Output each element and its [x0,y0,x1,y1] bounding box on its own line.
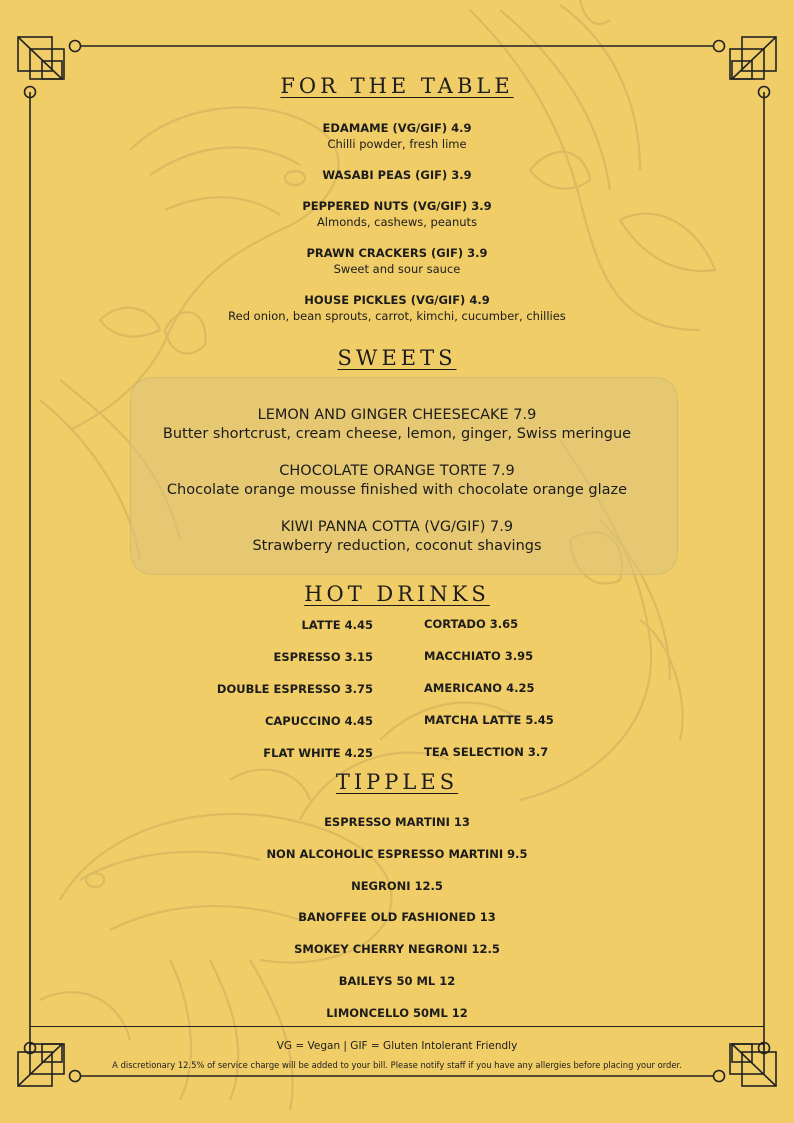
tipple-item: SMOKEY CHERRY NEGRONI 12.5 [294,942,500,957]
item-desc: Chilli powder, fresh lime [327,137,467,151]
menu-item [0,199,794,230]
item-desc: Butter shortcrust, cream cheese, lemon, ginger, Swiss meringue [162,426,632,442]
drink-item: LATTE 4.45 [301,618,373,632]
menu-item [0,406,794,444]
item-desc: Almonds, cashews, peanuts [316,215,478,229]
menu-item [0,121,794,152]
sweets-list [0,406,794,574]
tipple-item: BAILEYS 50 ML 12 [338,973,456,988]
item-name: HOUSE PICKLES (VG/GIF) 4.9 [304,293,490,307]
drink-item: FLAT WHITE 4.25 [263,746,373,760]
tipple-item: NEGRONI 12.5 [351,878,443,893]
drink-item: MACCHIATO 3.95 [424,649,534,663]
tipples-list [0,815,794,1038]
sweets-title: SWEETS [337,346,457,370]
item-name: EDAMAME (VG/GIF) 4.9 [322,121,472,135]
item-desc: Chocolate orange mousse finished with chocolate orange glaze [166,482,628,498]
item-name: CHOCOLATE ORANGE TORTE 7.9 [279,463,515,479]
drink-item: AMERICANO 4.25 [424,681,535,695]
hot-drinks-title: HOT DRINKS [304,582,490,606]
item-desc: Strawberry reduction, coconut shavings [252,538,542,554]
service-charge-note: A discretionary 12.5% of service charge will be added to your bill. Please notify staff if you have any allergies before placing your order. [112,1060,682,1070]
item-name: KIWI PANNA COTTA (VG/GIF) 7.9 [280,519,514,535]
drink-item: ESPRESSO 3.15 [273,650,373,664]
hot-drinks-left-column [113,618,373,778]
drink-item: CORTADO 3.65 [424,617,519,631]
item-desc: Red onion, bean sprouts, carrot, kimchi, cucumber, chillies [228,309,566,323]
item-name: LEMON AND GINGER CHEESECAKE 7.9 [257,407,537,423]
for-the-table-list [0,121,794,340]
drink-item: DOUBLE ESPRESSO 3.75 [216,682,373,696]
drink-item: CAPUCCINO 4.45 [264,714,373,728]
menu-item [0,246,794,277]
item-name: PEPPERED NUTS (VG/GIF) 3.9 [302,199,492,213]
hot-drinks-right-column [424,617,684,777]
drink-item: MATCHA LATTE 5.45 [424,713,554,727]
drink-item: TEA SELECTION 3.7 [424,745,549,759]
footer-divider [30,1026,764,1027]
for-the-table-title: FOR THE TABLE [280,74,514,98]
item-name: PRAWN CRACKERS (GIF) 3.9 [306,246,488,260]
tipples-title: TIPPLES [335,770,459,794]
item-name: WASABI PEAS (GIF) 3.9 [322,168,472,182]
item-desc: Sweet and sour sauce [333,262,461,276]
tipple-item: BANOFFEE OLD FASHIONED 13 [298,910,496,925]
menu-item [0,168,794,183]
tipple-item: ESPRESSO MARTINI 13 [324,815,470,829]
tipple-item: NON ALCOHOLIC ESPRESSO MARTINI 9.5 [266,846,528,861]
menu-item [0,293,794,324]
menu-item [0,518,794,556]
dietary-legend: VG = Vegan | GIF = Gluten Intolerant Friendly [276,1040,518,1052]
tipple-item: LIMONCELLO 50ML 12 [326,1005,468,1020]
menu-item [0,462,794,500]
